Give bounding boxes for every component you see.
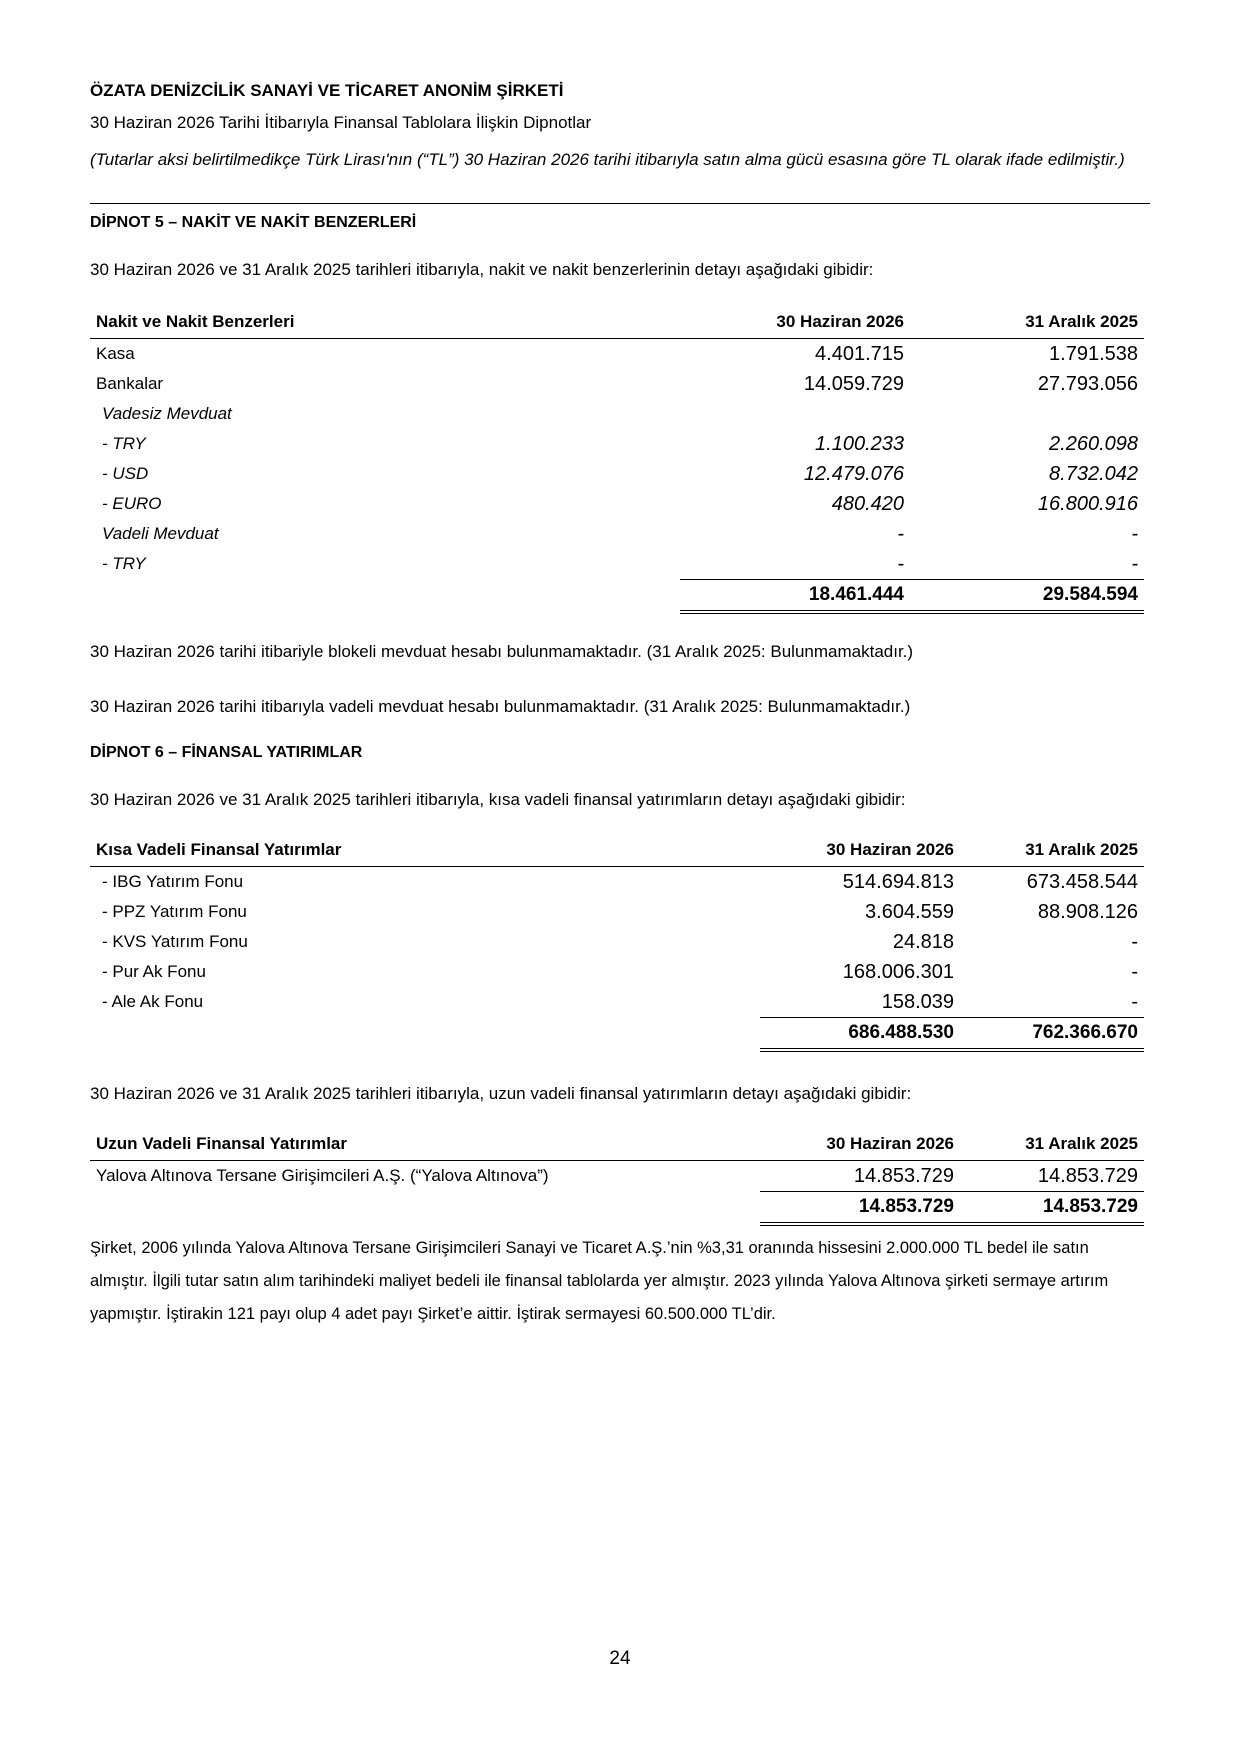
note6-intro-short: 30 Haziran 2026 ve 31 Aralık 2025 tarihleri itibarıyla, kısa vadeli finansal yatırımların detayı aşağıdaki gibidir: (90, 790, 906, 809)
short-term-investments-table (90, 834, 1144, 1052)
total-spacer (90, 580, 680, 613)
cell-value: 14.059.729 (803, 372, 904, 395)
total-row (90, 580, 1144, 613)
total-spacer (90, 1192, 760, 1225)
row-label: - EURO (102, 494, 162, 513)
cell-value: 14.853.729 (960, 1161, 1144, 1192)
table-row (90, 399, 1144, 429)
total-value: 762.366.670 (960, 1018, 1144, 1051)
table-row (90, 867, 1144, 898)
header-divider (90, 203, 1150, 204)
cell-value: - (1131, 522, 1138, 545)
cell-value: 1.100.233 (815, 432, 904, 455)
cell-value: 4.401.715 (815, 342, 904, 365)
cell-value (680, 399, 910, 429)
table-row (90, 957, 1144, 987)
total-value: 18.461.444 (680, 580, 910, 613)
table-header-row (90, 306, 1144, 339)
table-row (90, 897, 1144, 927)
total-value: 14.853.729 (960, 1192, 1144, 1225)
cell-value: - (897, 522, 904, 545)
total-row (90, 1192, 1144, 1225)
note6-title: DİPNOT 6 – FİNANSAL YATIRIMLAR (90, 744, 363, 761)
note5-para-blocked: 30 Haziran 2026 tarihi itibariyle blokeli mevduat hesabı bulunmamaktadır. (31 Aralık 2025: Bulunmamaktadır.) (90, 642, 914, 661)
note6-closing-paragraph: Şirket, 2006 yılında Yalova Altınova Tersane Girişimcileri Sanayi ve Ticaret A.Ş.’nin %3,31 oranında hissesini 2.000.000 TL bedel ile satın almıştır. İlgili tutar satın alım tarihindeki maliyet bedeli ile finansal tablolarda yer almıştır. 2023 yılında Yalova Altınova şirketi sermaye artırım yapmıştır. İştirakin 121 payı olup 4 adet payı Şirket’e aittir. İştirak sermayesi 60.500.000 TL’dir. (90, 1239, 1109, 1323)
total-value: 14.853.729 (760, 1192, 960, 1225)
column-header: Uzun Vadeli Finansal Yatırımlar (90, 1128, 760, 1161)
column-header: Nakit ve Nakit Benzerleri (90, 306, 680, 339)
cell-value (910, 399, 1144, 429)
cell-value: 3.604.559 (865, 900, 954, 923)
document-subtitle: 30 Haziran 2026 Tarihi İtibarıyla Finansal Tablolara İlişkin Dipnotlar (90, 113, 592, 132)
company-name: ÖZATA DENİZCİLİK SANAYİ VE TİCARET ANONİM ŞİRKETİ (90, 81, 564, 100)
row-label: - PPZ Yatırım Fonu (102, 902, 247, 921)
row-label: Bankalar (96, 374, 164, 393)
column-header: 30 Haziran 2026 (760, 834, 960, 867)
column-header: 30 Haziran 2026 (680, 306, 910, 339)
column-header: Kısa Vadeli Finansal Yatırımlar (90, 834, 760, 867)
table-row (90, 489, 1144, 519)
cell-value: 16.800.916 (1037, 492, 1138, 515)
table-row (90, 459, 1144, 489)
table-row (90, 987, 1144, 1018)
column-header: 31 Aralık 2025 (910, 306, 1144, 339)
table-row (90, 429, 1144, 459)
cell-value: - (1131, 930, 1138, 953)
row-label: Vadeli Mevduat (102, 524, 219, 543)
table-row (90, 369, 1144, 399)
cell-value: - (1131, 960, 1138, 983)
cell-value: 12.479.076 (803, 462, 904, 485)
column-header: 31 Aralık 2025 (960, 1128, 1144, 1161)
cell-value: 8.732.042 (1049, 462, 1138, 485)
cell-value: 24.818 (892, 930, 954, 953)
total-value: 686.488.530 (760, 1018, 960, 1051)
row-label: - KVS Yatırım Fonu (102, 932, 248, 951)
cell-value: 27.793.056 (1037, 372, 1138, 395)
column-header: 30 Haziran 2026 (760, 1128, 960, 1161)
row-label: - TRY (102, 434, 146, 453)
cell-value: 2.260.098 (1049, 432, 1138, 455)
total-row (90, 1018, 1144, 1051)
column-header: 31 Aralık 2025 (960, 834, 1144, 867)
row-label: Vadesiz Mevduat (102, 404, 232, 423)
table-row (90, 1161, 1144, 1192)
cell-value: 14.853.729 (760, 1161, 960, 1192)
cash-table (90, 306, 1144, 614)
currency-note: (Tutarlar aksi belirtilmedikçe Türk Lirası'nın (“TL”) 30 Haziran 2026 tarihi itibarıyla satın alma gücü esasına göre TL olarak ifade edilmiştir.) (90, 150, 1125, 169)
total-value: 29.584.594 (910, 580, 1144, 613)
cell-value: 88.908.126 (1037, 900, 1138, 923)
note5-para-time-deposit: 30 Haziran 2026 tarihi itibarıyla vadeli mevduat hesabı bulunmamaktadır. (31 Aralık 2025: Bulunmamaktadır.) (90, 697, 911, 716)
row-label: - Ale Ak Fonu (102, 992, 204, 1012)
table-header-row (90, 1128, 1144, 1161)
table-row (90, 519, 1144, 549)
cell-value: - (1131, 990, 1138, 1013)
cell-value: 673.458.544 (1026, 870, 1138, 893)
cell-value: 480.420 (831, 492, 904, 515)
cell-value: 158.039 (881, 990, 954, 1013)
page-number: 24 (609, 1648, 631, 1669)
row-label: Yalova Altınova Tersane Girişimcileri A.Ş. (“Yalova Altınova”) (96, 1166, 549, 1186)
cell-value: 514.694.813 (842, 870, 954, 893)
table-header-row (90, 834, 1144, 867)
row-label: Kasa (96, 344, 135, 363)
cell-value: 168.006.301 (842, 960, 954, 983)
row-label: - TRY (102, 554, 146, 574)
table-row (90, 339, 1144, 370)
note6-intro-long: 30 Haziran 2026 ve 31 Aralık 2025 tarihleri itibarıyla, uzun vadeli finansal yatırımların detayı aşağıdaki gibidir: (90, 1084, 912, 1103)
row-label: - USD (102, 464, 149, 483)
cell-value: - (897, 552, 904, 575)
long-term-investments-table (90, 1128, 1144, 1226)
cell-value: - (1131, 552, 1138, 575)
cell-value: 1.791.538 (1049, 342, 1138, 365)
row-label: - IBG Yatırım Fonu (102, 872, 244, 891)
row-label: - Pur Ak Fonu (102, 962, 206, 981)
total-spacer (90, 1018, 760, 1051)
table-row (90, 927, 1144, 957)
note5-intro: 30 Haziran 2026 ve 31 Aralık 2025 tarihleri itibarıyla, nakit ve nakit benzerlerinin detayı aşağıdaki gibidir: (90, 260, 874, 279)
table-row (90, 549, 1144, 580)
note5-title: DİPNOT 5 – NAKİT VE NAKİT BENZERLERİ (90, 214, 417, 231)
